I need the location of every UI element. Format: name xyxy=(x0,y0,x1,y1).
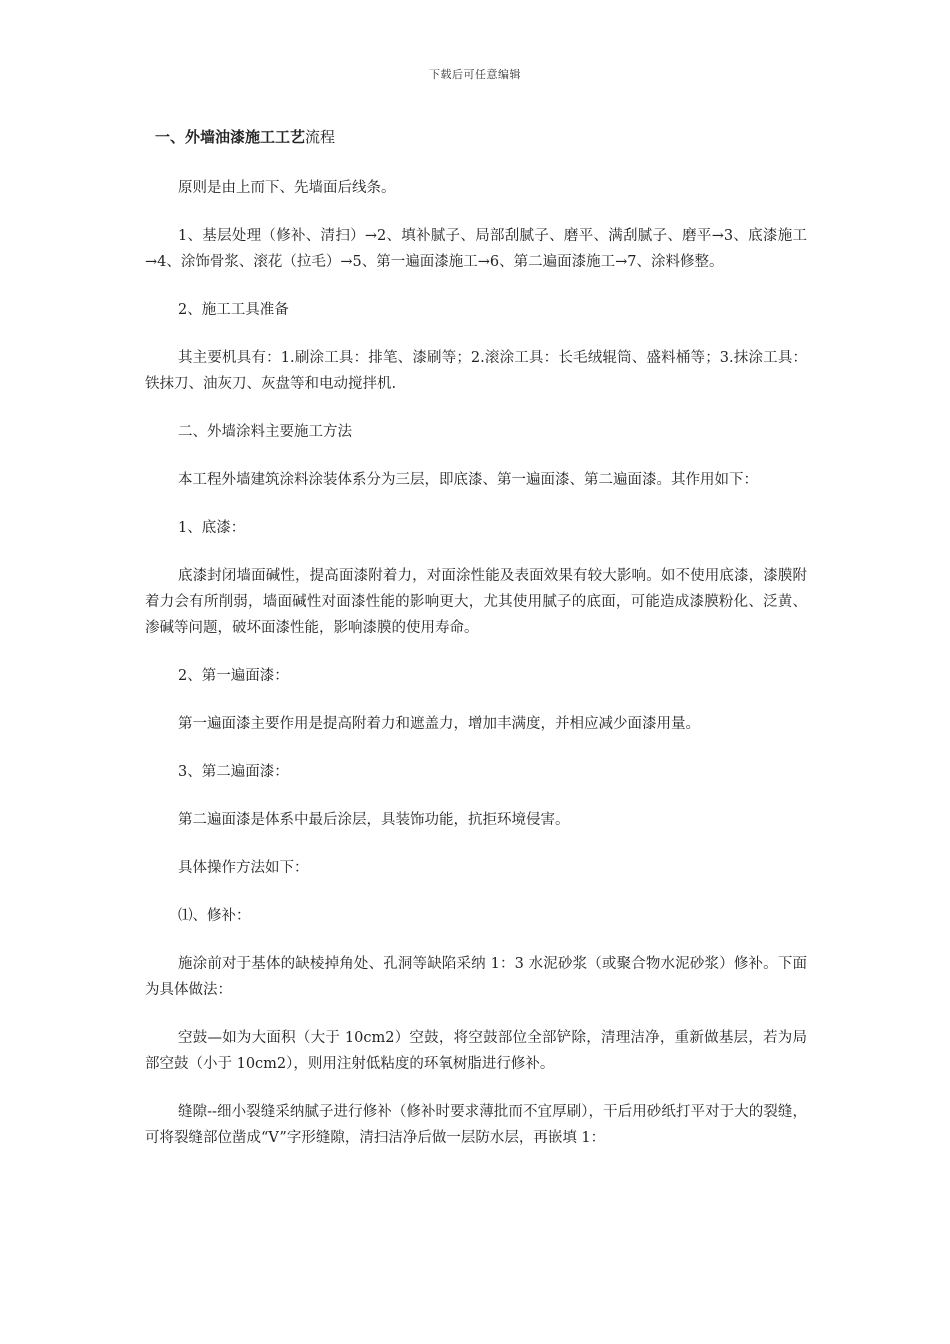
hollowing-paragraph: 空鼓—如为大面积（大于 10cm2）空鼓，将空鼓部位全部铲除，清理洁净，重新做基层，若为局部空鼓（小于 10cm2），则用注射低粘度的环氧树脂进行修补。 xyxy=(145,1030,807,1072)
tools-heading: 2、施工工具准备 xyxy=(178,302,289,318)
second-topcoat-paragraph: 第二遍面漆是体系中最后涂层，具装饰功能，抗拒环境侵害。 xyxy=(178,812,570,828)
title-rest-part: 流程 xyxy=(305,128,336,146)
document-body xyxy=(145,126,807,1173)
principle-paragraph: 原则是由上而下、先墙面后线条。 xyxy=(178,180,396,196)
header-note: 下载后可任意编辑 xyxy=(429,68,521,81)
second-topcoat-heading: 3、第二遍面漆： xyxy=(178,764,289,780)
document-title xyxy=(155,126,807,148)
process-steps-paragraph: 1、基层处理（修补、清扫）→2、填补腻子、局部刮腻子、磨平、满刮腻子、磨平→3、底漆施工→4、涂饰骨浆、滚花（拉毛）→5、第一遍面漆施工→6、第二遍面漆施工→7、涂料修整。 xyxy=(145,228,807,270)
repair-heading: ⑴、修补： xyxy=(178,908,251,924)
repair-paragraph: 施涂前对于基体的缺棱掉角处、孔洞等缺陷采纳 1：3 水泥砂浆（或聚合物水泥砂浆）修补。下面为具体做法： xyxy=(145,956,807,998)
first-topcoat-paragraph: 第一遍面漆主要作用是提高附着力和遮盖力，增加丰满度，并相应减少面漆用量。 xyxy=(178,716,700,732)
first-topcoat-heading: 2、第一遍面漆： xyxy=(178,668,289,684)
operation-method-heading: 具体操作方法如下： xyxy=(178,860,309,876)
coating-system-paragraph: 本工程外墙建筑涂料涂装体系分为三层，即底漆、第一遍面漆、第二遍面漆。其作用如下： xyxy=(178,472,758,488)
crack-paragraph: 缝隙--细小裂缝采纳腻子进行修补（修补时要求薄批而不宜厚刷），干后用砂纸打平对于大的裂缝，可将裂缝部位凿成“V”字形缝隙，清扫洁净后做一层防水层，再嵌填 1： xyxy=(145,1104,807,1146)
primer-heading: 1、底漆： xyxy=(178,520,246,536)
primer-paragraph: 底漆封闭墙面碱性，提高面漆附着力，对面涂性能及表面效果有较大影响。如不使用底漆，漆膜附着力会有所削弱，墙面碱性对面漆性能的影响更大，尤其使用腻子的底面，可能造成漆膜粉化、泛黄、渗碱等问题，破坏面漆性能，影响漆膜的使用寿命。 xyxy=(145,568,807,636)
title-bold-part: 一、外墙油漆施工工艺 xyxy=(155,128,306,146)
tools-paragraph: 其主要机具有：1.刷涂工具：排笔、漆刷等；2.滚涂工具：长毛绒辊筒、盛料桶等；3.抹涂工具：铁抹刀、油灰刀、灰盘等和电动搅拌机. xyxy=(145,350,807,392)
section-two-heading: 二、外墙涂料主要施工方法 xyxy=(178,424,352,440)
